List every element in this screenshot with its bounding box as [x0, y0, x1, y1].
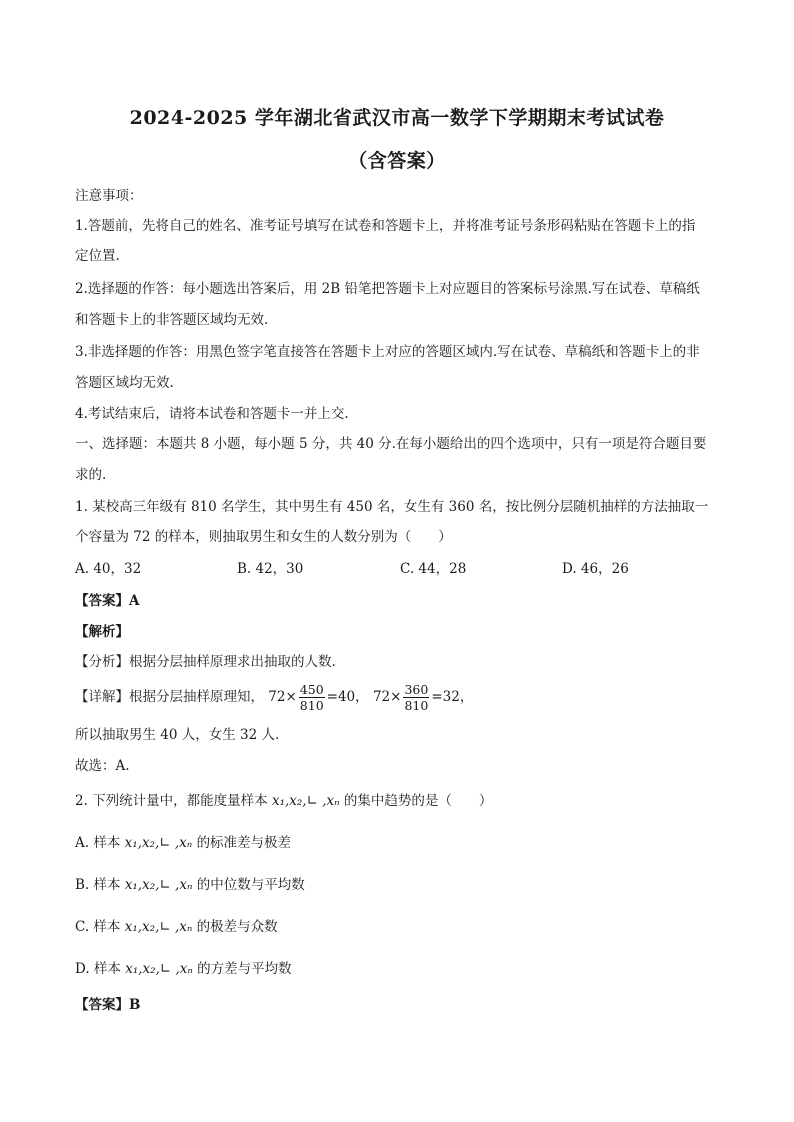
- q2-option-a-prefix: A. 样本: [75, 835, 121, 851]
- section-1-line-1: 一、选择题：本题共 8 小题，每小题 5 分，共 40 分.在每小题给出的四个选项中，只有一项是符合题目要: [75, 436, 707, 452]
- section-1-line-2: 求的.: [75, 467, 107, 483]
- q2-option-b-suffix: 的中位数与平均数: [196, 877, 305, 893]
- q2-option-a-seq: x₁,x₂,∟ ,xₙ: [124, 835, 193, 851]
- q2-option-d-seq: x₁,x₂,∟ ,xₙ: [125, 961, 193, 977]
- note-1-line-1: 1.答题前，先将自己的姓名、准考证号填写在试卷和答题卡上，并将准考证号条形码粘贴在答题卡上的指: [75, 218, 696, 234]
- q1-stem-line-1: 1. 某校高三年级有 810 名学生，其中男生有 450 名，女生有 360 名，按比例分层随机抽样的方法抽取一: [75, 499, 709, 515]
- q2-option-d: [75, 959, 725, 979]
- note-2-line-1: 2.选择题的作答：每小题选出答案后，用 2B 铅笔把答题卡上对应题目的答案标号涂黑.写在试卷、草稿纸: [75, 281, 700, 297]
- f2-fraction: [403, 682, 429, 713]
- q2-stem-suffix: 的集中趋势的是（ ）: [343, 793, 493, 809]
- q1-conclusion: 所以抽取男生 40 人，女生 32 人.: [75, 727, 280, 743]
- q1-formula-2: 72× $\frac{360}{810}$ =32: [372, 682, 460, 713]
- f2-mult: 72: [372, 689, 391, 705]
- f1-denominator: 810: [299, 698, 324, 713]
- q2-option-d-suffix: 的方差与平均数: [197, 961, 292, 977]
- q1-fenxi: 【分析】根据分层抽样原理求出抽取的人数.: [75, 654, 336, 670]
- q2-answer: 【答案】B: [75, 997, 141, 1013]
- q1-formula-1: 72× $\frac{450}{810}$ =40: [268, 682, 356, 713]
- q2-stem-prefix: 2. 下列统计量中，都能度量样本: [75, 793, 268, 809]
- q2-option-c-suffix: 的极差与众数: [196, 919, 278, 935]
- q2-option-b-prefix: B. 样本: [75, 877, 121, 893]
- note-3-line-2: 答题区域均无效.: [75, 375, 174, 391]
- q1-option-d: D. 46，26: [562, 561, 629, 577]
- q1-option-a: A. 40，32: [75, 561, 142, 577]
- q1-analysis-label: 【解析】: [75, 624, 129, 640]
- q1-option-c: C. 44，28: [400, 561, 467, 577]
- q1-option-b: B. 42，30: [237, 561, 304, 577]
- q2-option-c-seq: x₁,x₂,∟ ,xₙ: [124, 919, 193, 935]
- f2-denominator: 810: [404, 698, 429, 713]
- note-2-line-2: 和答题卡上的非答题区域均无效.: [75, 312, 269, 328]
- q1-detail: 【详解】根据分层抽样原理知， 72× $\frac{450}{810}$ =40， 72× $\frac{360}{810}$ =32，: [75, 682, 474, 713]
- note-4: 4.考试结束后，请将本试卷和答题卡一并上交.: [75, 406, 349, 422]
- q1-detail-label: 【详解】根据分层抽样原理知，: [75, 689, 264, 705]
- f1-result: 40: [337, 689, 356, 705]
- q2-option-a: [75, 833, 725, 853]
- f1-mult: 72: [268, 689, 286, 705]
- f1-numerator: 450: [299, 682, 324, 697]
- page-subtitle: （含答案）: [348, 150, 446, 172]
- q2-option-b: [75, 875, 725, 895]
- f2-result: 32: [442, 689, 460, 705]
- q2-option-b-seq: x₁,x₂,∟ ,xₙ: [124, 877, 193, 893]
- q2-option-c: [75, 917, 725, 937]
- q1-answer: 【答案】A: [75, 593, 140, 609]
- q2-option-a-suffix: 的标准差与极差: [196, 835, 292, 851]
- f1-fraction: [299, 682, 325, 713]
- note-1-line-2: 定位置.: [75, 248, 120, 264]
- q1-stem-line-2: 个容量为 72 的样本，则抽取男生和女生的人数分别为（ ）: [75, 529, 452, 545]
- notes-heading: 注意事项：: [75, 188, 143, 204]
- q2-option-d-prefix: D. 样本: [75, 961, 121, 977]
- q2-option-c-prefix: C. 样本: [75, 919, 121, 935]
- note-3-line-1: 3.非选择题的作答：用黑色签字笔直接答在答题卡上对应的答题区域内.写在试卷、草稿纸和答题卡上的非: [75, 344, 700, 360]
- q2-stem: [75, 791, 725, 811]
- q2-sample-seq: x₁,x₂,∟ ,xₙ: [271, 793, 340, 809]
- f2-numerator: 360: [404, 682, 429, 697]
- page-title: 2024-2025 学年湖北省武汉市高一数学下学期期末考试试卷: [129, 107, 665, 129]
- q1-choose: 故选：A.: [75, 758, 130, 774]
